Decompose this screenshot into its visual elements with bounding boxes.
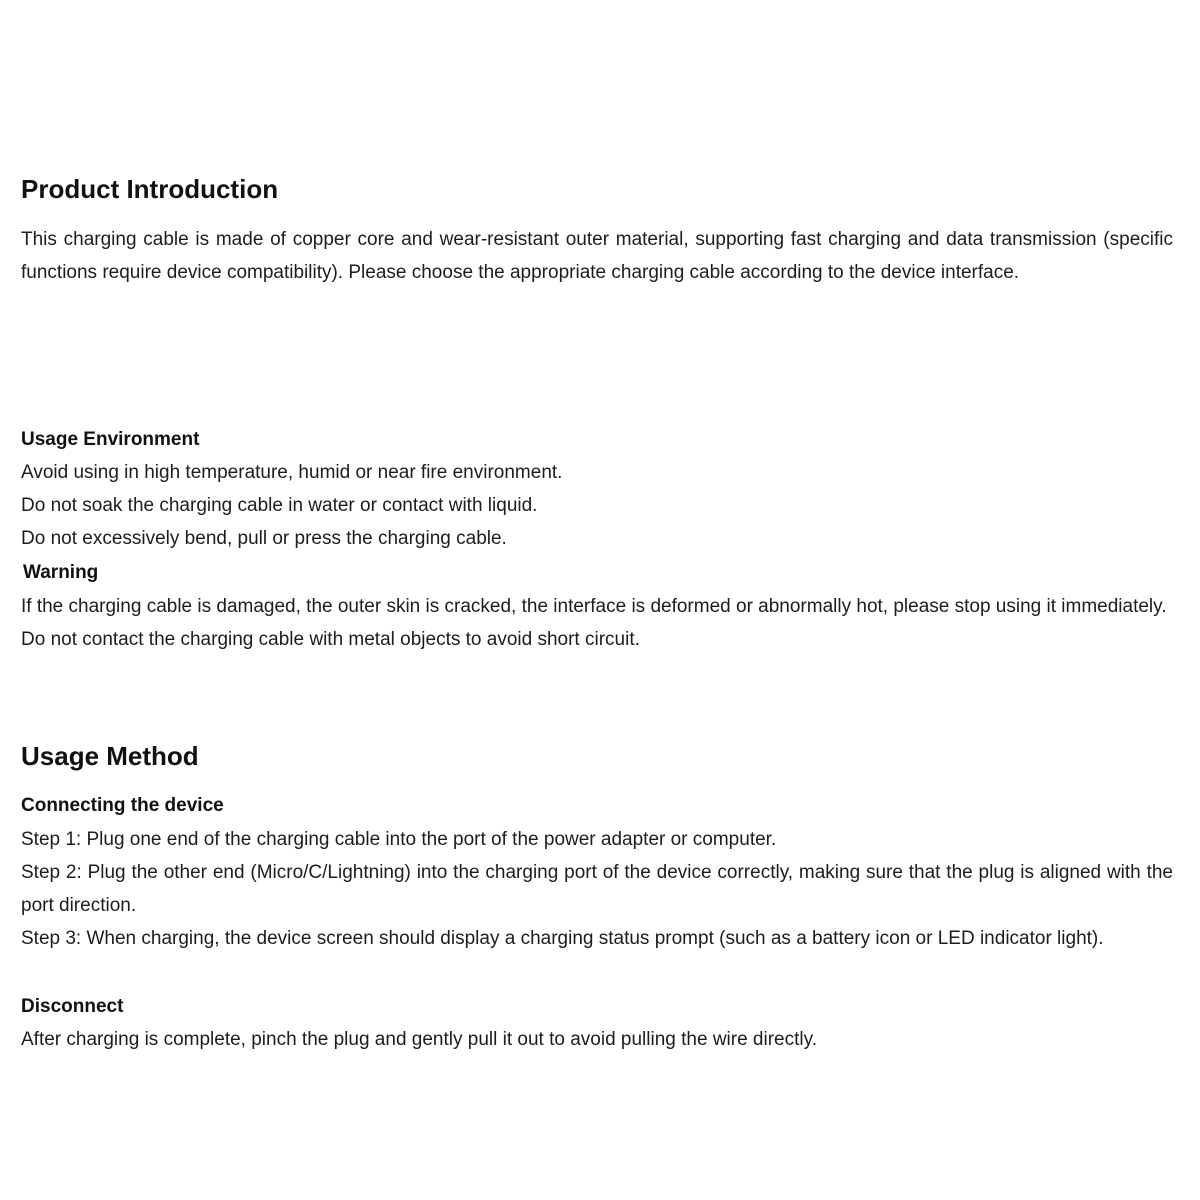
warning-heading: Warning xyxy=(23,562,99,583)
disconnect-heading: Disconnect xyxy=(21,996,124,1017)
usage-environment-line: Do not soak the charging cable in water or contact with liquid. xyxy=(21,495,538,516)
disconnect-line: After charging is complete, pinch the plug and gently pull it out to avoid pulling the wire directly. xyxy=(21,1029,817,1050)
connecting-steps-list xyxy=(21,823,1173,955)
usage-method-heading: Usage Method xyxy=(21,741,199,771)
disconnect-list xyxy=(21,1023,1173,1056)
warning-line: Do not contact the charging cable with metal objects to avoid short circuit. xyxy=(21,629,640,650)
connecting-device-heading: Connecting the device xyxy=(21,795,224,816)
usage-environment-line: Do not excessively bend, pull or press the charging cable. xyxy=(21,528,507,549)
warning-list xyxy=(21,590,1173,656)
product-introduction-paragraph: This charging cable is made of copper core and wear-resistant outer material, supporting fast charging and data transmission (specific functions require device compatibility). Please choose the appropriate charging cable according to the device interface. xyxy=(21,229,1173,283)
usage-environment-heading: Usage Environment xyxy=(21,429,200,450)
connecting-step: Step 1: Plug one end of the charging cable into the port of the power adapter or computer. xyxy=(21,829,777,850)
warning-line: If the charging cable is damaged, the outer skin is cracked, the interface is deformed or abnormally hot, please stop using it immediately. xyxy=(21,596,1167,617)
usage-environment-list xyxy=(21,456,1173,555)
usage-environment-line: Avoid using in high temperature, humid or near fire environment. xyxy=(21,462,563,483)
connecting-step: Step 3: When charging, the device screen should display a charging status prompt (such as a battery icon or LED indicator light). xyxy=(21,928,1104,949)
product-introduction-heading: Product Introduction xyxy=(21,174,279,204)
connecting-step: Step 2: Plug the other end (Micro/C/Lightning) into the charging port of the device correctly, making sure that the plug is aligned with the port direction. xyxy=(21,862,1173,916)
